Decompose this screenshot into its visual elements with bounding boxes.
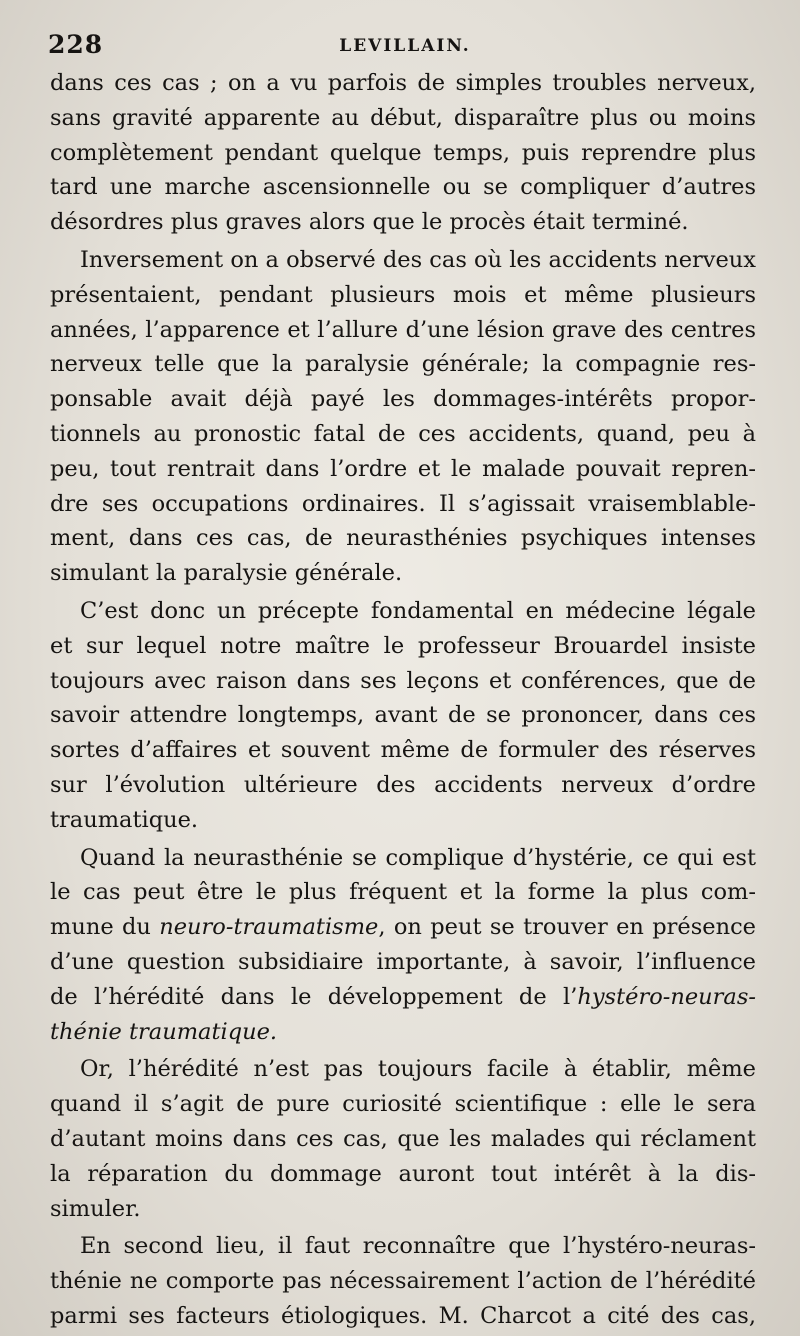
- text-segment: de l’hérédité dans le développement de l’: [50, 983, 578, 1010]
- text-line: et sur lequel notre maître le professeur Brouardel insiste: [50, 632, 756, 659]
- text-line: sortes d’affaires et souvent même de formuler des réserves: [50, 737, 756, 764]
- text-line: toujours avec raison dans ses leçons et conférences, que de: [50, 667, 756, 694]
- text-line: complètement pendant quelque temps, puis reprendre plus: [50, 139, 756, 166]
- text-line: [50, 980, 756, 1015]
- text-line: quand il s’agit de pure curiosité scientifique : elle le sera: [50, 1091, 756, 1118]
- text-line: nerveux telle que la paralysie générale; la compagnie res-: [50, 351, 756, 378]
- text-line: Quand la neurasthénie se complique d’hystérie, ce qui est: [80, 844, 756, 871]
- italic-term: hystéro-neuras-: [577, 983, 756, 1010]
- text-line: d’autant moins dans ces cas, que les malades qui réclament: [50, 1125, 756, 1152]
- text-line: désordres plus graves alors que le procès était terminé.: [50, 209, 689, 236]
- text-line: simulant la paralysie générale.: [50, 560, 403, 587]
- italic-term: neuro-traumatisme: [159, 914, 379, 941]
- text-line: présentaient, pendant plusieurs mois et même plusieurs: [50, 281, 756, 308]
- page-header: [48, 30, 762, 64]
- page-number: 228: [48, 30, 104, 59]
- text-line: En second lieu, il faut reconnaître que l’hystéro-neuras-: [80, 1233, 756, 1260]
- text-line: ment, dans ces cas, de neurasthénies psychiques intenses: [50, 525, 756, 552]
- text-line: thénie ne comporte pas nécessairement l’action de l’hérédité: [50, 1268, 756, 1295]
- text-line: Inversement on a observé des cas où les accidents nerveux: [80, 246, 756, 273]
- text-line: sur l’évolution ultérieure des accidents nerveux d’ordre: [50, 771, 756, 798]
- text-line: savoir attendre longtemps, avant de se prononcer, dans ces: [50, 702, 756, 729]
- text-line: [50, 910, 756, 945]
- text-line: années, l’apparence et l’allure d’une lésion grave des centres: [50, 316, 756, 343]
- body-text: [50, 66, 756, 1334]
- text-line: tard une marche ascensionnelle ou se compliquer d’autres: [50, 174, 756, 201]
- text-segment: mune du: [50, 914, 160, 941]
- text-line: C’est donc un précepte fondamental en médecine légale: [80, 597, 756, 624]
- italic-term: thénie traumatique.: [50, 1018, 278, 1045]
- running-head: LEVILLAIN.: [339, 36, 471, 56]
- text-line: parmi ses facteurs étiologiques. M. Charcot a cité des cas,: [50, 1302, 756, 1329]
- text-line: le cas peut être le plus fréquent et la forme la plus com-: [50, 879, 756, 906]
- text-line: tionnels au pronostic fatal de ces accidents, quand, peu à: [50, 420, 756, 447]
- text-line: Or, l’hérédité n’est pas toujours facile à établir, même: [80, 1056, 756, 1083]
- text-segment: , on peut se trouver en présence: [378, 914, 756, 941]
- text-line: [50, 1015, 756, 1050]
- text-line: dans ces cas ; on a vu parfois de simples troubles nerveux,: [50, 70, 756, 96]
- text-line: peu, tout rentrait dans l’ordre et le malade pouvait repren-: [50, 455, 756, 482]
- text-line: ponsable avait déjà payé les dommages-intérêts propor-: [50, 386, 756, 413]
- text-line: d’une question subsidiaire importante, à savoir, l’influence: [50, 948, 756, 975]
- text-line: dre ses occupations ordinaires. Il s’agissait vraisemblable-: [50, 490, 756, 517]
- text-line: la réparation du dommage auront tout intérêt à la dis-: [50, 1160, 756, 1187]
- text-line: sans gravité apparente au début, disparaître plus ou moins: [50, 104, 756, 131]
- text-line: simuler.: [50, 1195, 141, 1222]
- text-line: traumatique.: [50, 806, 199, 833]
